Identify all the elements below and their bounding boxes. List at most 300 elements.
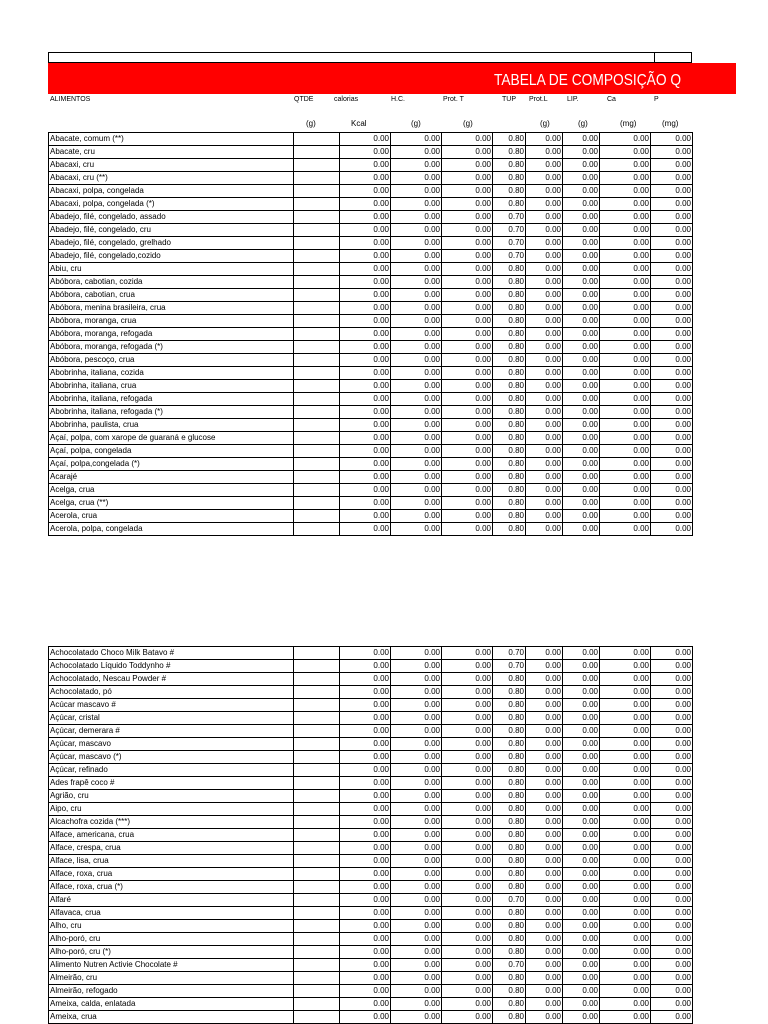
qtde-cell (294, 959, 340, 972)
lip-cell: 0.00 (563, 289, 600, 302)
qtde-cell (294, 185, 340, 198)
calorias-cell: 0.00 (340, 907, 391, 920)
food-name-cell: Abacaxi, polpa, congelada (*) (49, 198, 294, 211)
hc-cell: 0.00 (391, 471, 442, 484)
p-cell: 0.00 (651, 523, 693, 536)
p-cell: 0.00 (651, 855, 693, 868)
tup-cell: 0.80 (493, 972, 526, 985)
prot-t-cell: 0.00 (442, 185, 493, 198)
food-name-cell: Açúcar, demerara # (49, 725, 294, 738)
prot-t-cell: 0.00 (442, 725, 493, 738)
tup-cell: 0.80 (493, 276, 526, 289)
p-cell: 0.00 (651, 276, 693, 289)
calorias-cell: 0.00 (340, 777, 391, 790)
ca-cell: 0.00 (600, 842, 651, 855)
header-prot-l: Prot.L (529, 96, 548, 103)
calorias-cell: 0.00 (340, 738, 391, 751)
prot-t-cell: 0.00 (442, 738, 493, 751)
prot-t-cell: 0.00 (442, 419, 493, 432)
qtde-cell (294, 660, 340, 673)
qtde-cell (294, 712, 340, 725)
p-cell: 0.00 (651, 985, 693, 998)
food-name-cell: Alface, americana, crua (49, 829, 294, 842)
prot-t-cell: 0.00 (442, 673, 493, 686)
hc-cell: 0.00 (391, 920, 442, 933)
ca-cell: 0.00 (600, 660, 651, 673)
ca-cell: 0.00 (600, 868, 651, 881)
prot-l-cell: 0.00 (526, 237, 563, 250)
table-row (49, 894, 693, 907)
p-cell: 0.00 (651, 790, 693, 803)
hc-cell: 0.00 (391, 777, 442, 790)
food-name-cell: Ameixa, calda, enlatada (49, 998, 294, 1011)
p-cell: 0.00 (651, 289, 693, 302)
prot-l-cell: 0.00 (526, 289, 563, 302)
calorias-cell: 0.00 (340, 751, 391, 764)
header-alimentos: ALIMENTOS (50, 96, 91, 103)
calorias-cell: 0.00 (340, 1011, 391, 1024)
table-row (49, 302, 693, 315)
p-cell: 0.00 (651, 712, 693, 725)
food-name-cell: Abóbora, cabotian, cozida (49, 276, 294, 289)
hc-cell: 0.00 (391, 738, 442, 751)
ca-cell: 0.00 (600, 790, 651, 803)
title-banner (48, 63, 736, 94)
tup-cell: 0.70 (493, 647, 526, 660)
lip-cell: 0.00 (563, 647, 600, 660)
hc-cell: 0.00 (391, 699, 442, 712)
ca-cell: 0.00 (600, 907, 651, 920)
unit-prot-l: (g) (540, 119, 550, 128)
lip-cell: 0.00 (563, 959, 600, 972)
p-cell: 0.00 (651, 868, 693, 881)
calorias-cell: 0.00 (340, 816, 391, 829)
food-name-cell: Abacaxi, cru (49, 159, 294, 172)
p-cell: 0.00 (651, 185, 693, 198)
p-cell: 0.00 (651, 263, 693, 276)
hc-cell: 0.00 (391, 764, 442, 777)
calorias-cell: 0.00 (340, 764, 391, 777)
ca-cell: 0.00 (600, 764, 651, 777)
lip-cell: 0.00 (563, 315, 600, 328)
lip-cell: 0.00 (563, 211, 600, 224)
p-cell: 0.00 (651, 725, 693, 738)
prot-t-cell: 0.00 (442, 315, 493, 328)
tup-cell: 0.80 (493, 816, 526, 829)
tup-cell: 0.70 (493, 250, 526, 263)
tup-cell: 0.80 (493, 842, 526, 855)
lip-cell: 0.00 (563, 263, 600, 276)
qtde-cell (294, 907, 340, 920)
calorias-cell: 0.00 (340, 894, 391, 907)
prot-l-cell: 0.00 (526, 198, 563, 211)
p-cell: 0.00 (651, 907, 693, 920)
table-row (49, 829, 693, 842)
prot-l-cell: 0.00 (526, 341, 563, 354)
lip-cell: 0.00 (563, 881, 600, 894)
prot-l-cell: 0.00 (526, 211, 563, 224)
ca-cell: 0.00 (600, 341, 651, 354)
tup-cell: 0.80 (493, 471, 526, 484)
table-row (49, 198, 693, 211)
tup-cell: 0.80 (493, 946, 526, 959)
prot-l-cell: 0.00 (526, 133, 563, 146)
prot-l-cell: 0.00 (526, 497, 563, 510)
calorias-cell: 0.00 (340, 146, 391, 159)
tup-cell: 0.80 (493, 673, 526, 686)
calorias-cell: 0.00 (340, 972, 391, 985)
lip-cell: 0.00 (563, 458, 600, 471)
food-name-cell: Açaí, polpa,congelada (*) (49, 458, 294, 471)
lip-cell: 0.00 (563, 686, 600, 699)
p-cell: 0.00 (651, 699, 693, 712)
lip-cell: 0.00 (563, 998, 600, 1011)
lip-cell: 0.00 (563, 894, 600, 907)
lip-cell: 0.00 (563, 907, 600, 920)
lip-cell: 0.00 (563, 445, 600, 458)
hc-cell: 0.00 (391, 647, 442, 660)
lip-cell: 0.00 (563, 751, 600, 764)
prot-l-cell: 0.00 (526, 406, 563, 419)
ca-cell: 0.00 (600, 1011, 651, 1024)
hc-cell: 0.00 (391, 497, 442, 510)
table-row (49, 328, 693, 341)
hc-cell: 0.00 (391, 868, 442, 881)
header-hc: H.C. (391, 96, 405, 103)
prot-t-cell: 0.00 (442, 660, 493, 673)
hc-cell: 0.00 (391, 198, 442, 211)
prot-l-cell: 0.00 (526, 881, 563, 894)
ca-cell: 0.00 (600, 380, 651, 393)
qtde-cell (294, 406, 340, 419)
prot-t-cell: 0.00 (442, 829, 493, 842)
food-name-cell: Abacaxi, polpa, congelada (49, 185, 294, 198)
hc-cell: 0.00 (391, 406, 442, 419)
lip-cell: 0.00 (563, 146, 600, 159)
prot-t-cell: 0.00 (442, 803, 493, 816)
food-name-cell: Alimento Nutren Activie Chocolate # (49, 959, 294, 972)
tup-cell: 0.80 (493, 172, 526, 185)
hc-cell: 0.00 (391, 933, 442, 946)
prot-l-cell: 0.00 (526, 1011, 563, 1024)
qtde-cell (294, 367, 340, 380)
ca-cell: 0.00 (600, 523, 651, 536)
qtde-cell (294, 289, 340, 302)
prot-l-cell: 0.00 (526, 764, 563, 777)
unit-prot-t: (g) (463, 119, 473, 128)
hc-cell: 0.00 (391, 328, 442, 341)
prot-l-cell: 0.00 (526, 712, 563, 725)
prot-t-cell: 0.00 (442, 946, 493, 959)
tup-cell: 0.80 (493, 907, 526, 920)
food-name-cell: Acelga, crua (49, 484, 294, 497)
prot-t-cell: 0.00 (442, 933, 493, 946)
table-row (49, 764, 693, 777)
food-name-cell: Abadejo, filé, congelado, assado (49, 211, 294, 224)
calorias-cell: 0.00 (340, 647, 391, 660)
tup-cell: 0.70 (493, 211, 526, 224)
prot-t-cell: 0.00 (442, 972, 493, 985)
prot-t-cell: 0.00 (442, 751, 493, 764)
qtde-cell (294, 920, 340, 933)
table-row (49, 445, 693, 458)
header-calorias: calorias (334, 96, 359, 103)
tup-cell: 0.80 (493, 341, 526, 354)
food-name-cell: Abadejo, filé, congelado, cru (49, 224, 294, 237)
food-name-cell: Abadejo, filé, congelado,cozido (49, 250, 294, 263)
table-row (49, 380, 693, 393)
prot-l-cell: 0.00 (526, 894, 563, 907)
p-cell: 0.00 (651, 510, 693, 523)
ca-cell: 0.00 (600, 458, 651, 471)
prot-l-cell: 0.00 (526, 328, 563, 341)
prot-t-cell: 0.00 (442, 276, 493, 289)
tup-cell: 0.80 (493, 159, 526, 172)
hc-cell: 0.00 (391, 894, 442, 907)
qtde-cell (294, 380, 340, 393)
food-name-cell: Abóbora, pescoço, crua (49, 354, 294, 367)
lip-cell: 0.00 (563, 393, 600, 406)
table-row (49, 458, 693, 471)
p-cell: 0.00 (651, 946, 693, 959)
p-cell: 0.00 (651, 432, 693, 445)
calorias-cell: 0.00 (340, 855, 391, 868)
p-cell: 0.00 (651, 920, 693, 933)
prot-t-cell: 0.00 (442, 159, 493, 172)
hc-cell: 0.00 (391, 907, 442, 920)
hc-cell: 0.00 (391, 673, 442, 686)
prot-l-cell: 0.00 (526, 946, 563, 959)
lip-cell: 0.00 (563, 855, 600, 868)
tup-cell: 0.80 (493, 445, 526, 458)
table-row (49, 1011, 693, 1024)
hc-cell: 0.00 (391, 341, 442, 354)
tup-cell: 0.80 (493, 868, 526, 881)
ca-cell: 0.00 (600, 250, 651, 263)
prot-l-cell: 0.00 (526, 263, 563, 276)
table-row (49, 959, 693, 972)
qtde-cell (294, 829, 340, 842)
ca-cell: 0.00 (600, 829, 651, 842)
tup-cell: 0.80 (493, 458, 526, 471)
prot-t-cell: 0.00 (442, 432, 493, 445)
hc-cell: 0.00 (391, 432, 442, 445)
lip-cell: 0.00 (563, 842, 600, 855)
calorias-cell: 0.00 (340, 686, 391, 699)
p-cell: 0.00 (651, 972, 693, 985)
food-name-cell: Acarajé (49, 471, 294, 484)
calorias-cell: 0.00 (340, 497, 391, 510)
qtde-cell (294, 881, 340, 894)
p-cell: 0.00 (651, 842, 693, 855)
lip-cell: 0.00 (563, 224, 600, 237)
tup-cell: 0.80 (493, 829, 526, 842)
prot-t-cell: 0.00 (442, 985, 493, 998)
prot-l-cell: 0.00 (526, 816, 563, 829)
tup-cell: 0.70 (493, 237, 526, 250)
table-row (49, 471, 693, 484)
lip-cell: 0.00 (563, 712, 600, 725)
prot-l-cell: 0.00 (526, 367, 563, 380)
table-row (49, 354, 693, 367)
table-row (49, 185, 693, 198)
food-name-cell: Alfaré (49, 894, 294, 907)
lip-cell: 0.00 (563, 133, 600, 146)
qtde-cell (294, 510, 340, 523)
prot-t-cell: 0.00 (442, 920, 493, 933)
prot-l-cell: 0.00 (526, 738, 563, 751)
p-cell: 0.00 (651, 367, 693, 380)
calorias-cell: 0.00 (340, 829, 391, 842)
prot-l-cell: 0.00 (526, 790, 563, 803)
table-row (49, 881, 693, 894)
table-row (49, 432, 693, 445)
prot-t-cell: 0.00 (442, 172, 493, 185)
prot-l-cell: 0.00 (526, 315, 563, 328)
calorias-cell: 0.00 (340, 523, 391, 536)
prot-t-cell: 0.00 (442, 764, 493, 777)
lip-cell: 0.00 (563, 933, 600, 946)
hc-cell: 0.00 (391, 790, 442, 803)
qtde-cell (294, 419, 340, 432)
p-cell: 0.00 (651, 315, 693, 328)
table-row (49, 419, 693, 432)
calorias-cell: 0.00 (340, 159, 391, 172)
prot-l-cell: 0.00 (526, 647, 563, 660)
prot-l-cell: 0.00 (526, 250, 563, 263)
table-row (49, 647, 693, 660)
prot-t-cell: 0.00 (442, 224, 493, 237)
lip-cell: 0.00 (563, 328, 600, 341)
hc-cell: 0.00 (391, 829, 442, 842)
qtde-cell (294, 198, 340, 211)
lip-cell: 0.00 (563, 406, 600, 419)
food-name-cell: Abobrinha, italiana, refogada (*) (49, 406, 294, 419)
prot-t-cell: 0.00 (442, 250, 493, 263)
lip-cell: 0.00 (563, 510, 600, 523)
table-row (49, 972, 693, 985)
lip-cell: 0.00 (563, 725, 600, 738)
prot-t-cell: 0.00 (442, 712, 493, 725)
tup-cell: 0.80 (493, 146, 526, 159)
table-row (49, 998, 693, 1011)
tup-cell: 0.80 (493, 523, 526, 536)
ca-cell: 0.00 (600, 725, 651, 738)
hc-cell: 0.00 (391, 523, 442, 536)
table-row (49, 946, 693, 959)
hc-cell: 0.00 (391, 660, 442, 673)
unit-hc: (g) (411, 119, 421, 128)
prot-l-cell: 0.00 (526, 907, 563, 920)
food-name-cell: Açúcar, cristal (49, 712, 294, 725)
table-row (49, 315, 693, 328)
p-cell: 0.00 (651, 419, 693, 432)
prot-t-cell: 0.00 (442, 699, 493, 712)
prot-l-cell: 0.00 (526, 998, 563, 1011)
ca-cell: 0.00 (600, 367, 651, 380)
table-row (49, 159, 693, 172)
lip-cell: 0.00 (563, 198, 600, 211)
qtde-cell (294, 302, 340, 315)
ca-cell: 0.00 (600, 712, 651, 725)
tup-cell: 0.80 (493, 751, 526, 764)
p-cell: 0.00 (651, 738, 693, 751)
lip-cell: 0.00 (563, 523, 600, 536)
food-name-cell: Açaí, polpa, congelada (49, 445, 294, 458)
calorias-cell: 0.00 (340, 868, 391, 881)
calorias-cell: 0.00 (340, 673, 391, 686)
p-cell: 0.00 (651, 146, 693, 159)
table-row (49, 803, 693, 816)
qtde-cell (294, 803, 340, 816)
calorias-cell: 0.00 (340, 432, 391, 445)
tup-cell: 0.80 (493, 712, 526, 725)
hc-cell: 0.00 (391, 133, 442, 146)
lip-cell: 0.00 (563, 660, 600, 673)
food-name-cell: Abóbora, menina brasileira, crua (49, 302, 294, 315)
food-name-cell: Abobrinha, italiana, crua (49, 380, 294, 393)
food-name-cell: Ades frapê coco # (49, 777, 294, 790)
prot-l-cell: 0.00 (526, 673, 563, 686)
ca-cell: 0.00 (600, 328, 651, 341)
calorias-cell: 0.00 (340, 276, 391, 289)
ca-cell: 0.00 (600, 185, 651, 198)
prot-l-cell: 0.00 (526, 842, 563, 855)
p-cell: 0.00 (651, 764, 693, 777)
food-name-cell: Alho-poró, cru (*) (49, 946, 294, 959)
prot-l-cell: 0.00 (526, 920, 563, 933)
hc-cell: 0.00 (391, 315, 442, 328)
tup-cell: 0.80 (493, 497, 526, 510)
lip-cell: 0.00 (563, 868, 600, 881)
lip-cell: 0.00 (563, 1011, 600, 1024)
table-row (49, 250, 693, 263)
qtde-cell (294, 933, 340, 946)
tup-cell: 0.80 (493, 790, 526, 803)
lip-cell: 0.00 (563, 237, 600, 250)
prot-l-cell: 0.00 (526, 699, 563, 712)
header-lip: LIP. (567, 96, 579, 103)
tup-cell: 0.80 (493, 998, 526, 1011)
lip-cell: 0.00 (563, 185, 600, 198)
ca-cell: 0.00 (600, 510, 651, 523)
food-name-cell: Abóbora, moranga, crua (49, 315, 294, 328)
prot-l-cell: 0.00 (526, 660, 563, 673)
ca-cell: 0.00 (600, 881, 651, 894)
food-name-cell: Alface, crespa, crua (49, 842, 294, 855)
qtde-cell (294, 133, 340, 146)
table-row (49, 484, 693, 497)
calorias-cell: 0.00 (340, 985, 391, 998)
ca-cell: 0.00 (600, 432, 651, 445)
prot-l-cell: 0.00 (526, 432, 563, 445)
table-row (49, 393, 693, 406)
food-name-cell: Açaí, polpa, com xarope de guaraná e glucose (49, 432, 294, 445)
tup-cell: 0.80 (493, 263, 526, 276)
prot-t-cell: 0.00 (442, 777, 493, 790)
ca-cell: 0.00 (600, 497, 651, 510)
calorias-cell: 0.00 (340, 445, 391, 458)
prot-t-cell: 0.00 (442, 133, 493, 146)
p-cell: 0.00 (651, 406, 693, 419)
ca-cell: 0.00 (600, 302, 651, 315)
prot-l-cell: 0.00 (526, 224, 563, 237)
tup-cell: 0.80 (493, 419, 526, 432)
p-cell: 0.00 (651, 686, 693, 699)
hc-cell: 0.00 (391, 725, 442, 738)
food-name-cell: Abacate, comum (**) (49, 133, 294, 146)
prot-l-cell: 0.00 (526, 393, 563, 406)
